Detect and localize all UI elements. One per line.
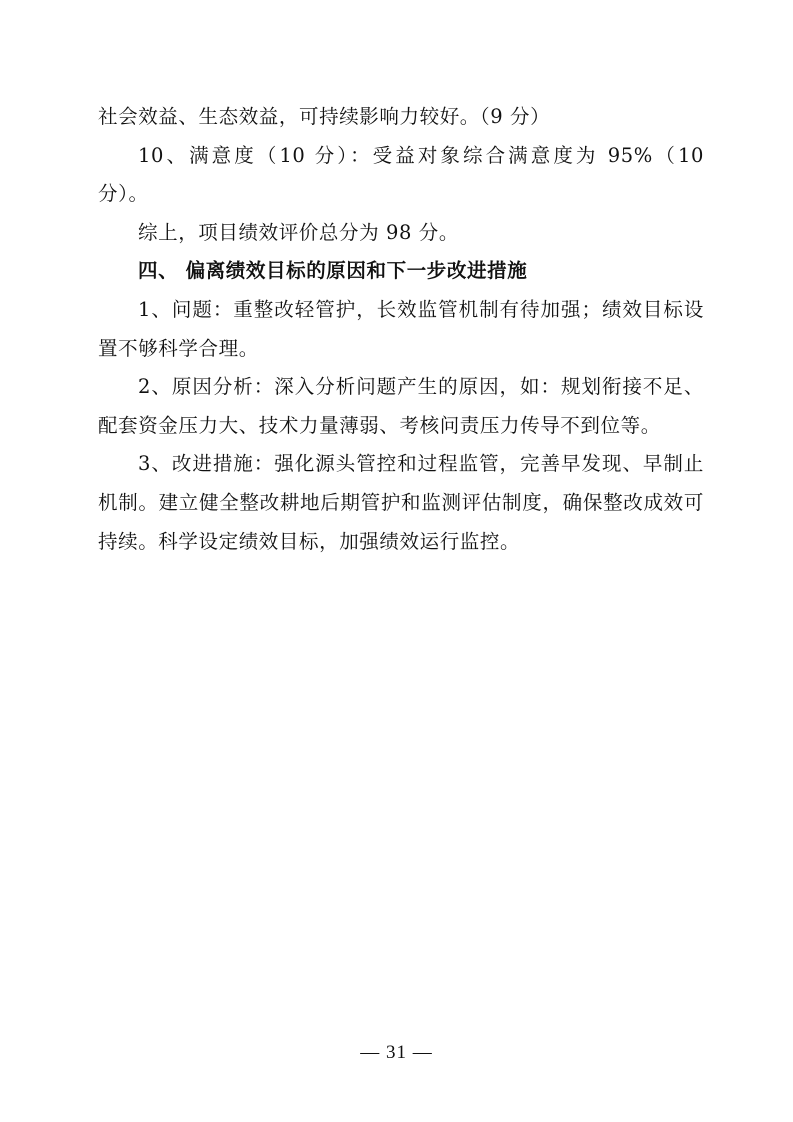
document-body: [98, 98, 704, 561]
paragraph-benefits-continued: 社会效益、生态效益，可持续影响力较好。（9 分）: [98, 105, 551, 128]
section-heading-deviation: 四、 偏离绩效目标的原因和下一步改进措施: [138, 259, 528, 283]
paragraph-cause-analysis: 2、原因分析：深入分析问题产生的原因，如：规划衔接不足、配套资金压力大、技术力量薄弱、考核问责压力传导不到位等。: [98, 375, 704, 437]
paragraph-improvement-measures: 3、改进措施：强化源头管控和过程监管，完善早发现、早制止机制。建立健全整改耕地后期管护和监测评估制度，确保整改成效可持续。科学设定绩效目标，加强绩效运行监控。: [98, 452, 704, 553]
paragraph-satisfaction: 10、满意度（10 分）：受益对象综合满意度为 95%（10 分）。: [98, 143, 704, 206]
paragraph-problem: 1、问题：重整改轻管护，长效监管机制有待加强；绩效目标设置不够科学合理。: [98, 297, 704, 360]
paragraph-total-score: 综上，项目绩效评价总分为 98 分。: [138, 220, 460, 244]
page-number: — 31 —: [360, 1042, 433, 1063]
